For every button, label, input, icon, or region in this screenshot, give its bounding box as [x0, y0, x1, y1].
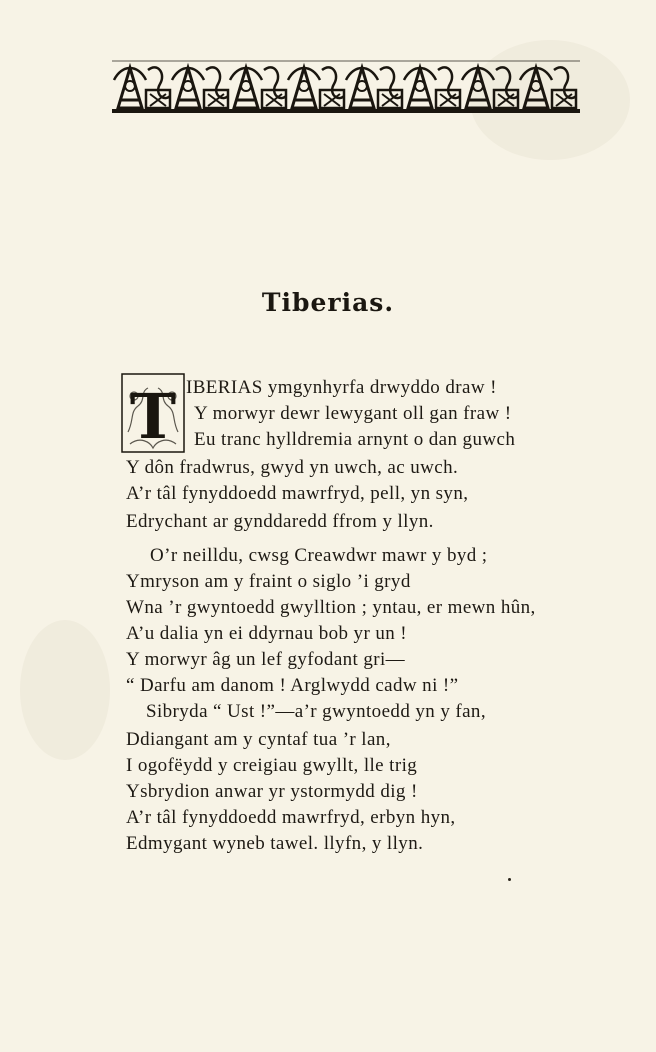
poem-line: A’u dalia yn ei ddyrnau bob yr un !	[126, 623, 407, 644]
poem-line: A’r tâl fynyddoedd mawrfryd, erbyn hyn,	[126, 807, 456, 828]
poem-line: “ Darfu am danom ! Arglwydd cadw ni !”	[126, 675, 459, 696]
poem-line: A’r tâl fynyddoedd mawrfryd, pell, yn syn,	[126, 483, 469, 504]
dropcap-letter: T	[129, 380, 177, 453]
poem-line: Y morwyr dewr lewygant oll gan fraw !	[194, 403, 512, 424]
poem-line: Wna ’r gwyntoedd gwylltion ; yntau, er mewn hûn,	[126, 597, 536, 618]
ornamental-dropcap	[120, 372, 186, 454]
poem-line: O’r neilldu, cwsg Creawdwr mawr y byd ;	[150, 545, 488, 566]
poem-line: Ysbrydion anwar yr ystormydd dig !	[126, 781, 418, 802]
poem-line: Ddiangant am y cyntaf tua ’r lan,	[126, 729, 391, 750]
poem-line: Y morwyr âg un lef gyfodant gri—	[126, 649, 406, 670]
poem-line: Edmygant wyneb tawel. llyfn, y llyn.	[126, 833, 424, 854]
poem-line: IBERIAS ymgynhyrfa drwyddo draw !	[186, 377, 497, 398]
poem-title: Tiberias.	[261, 288, 395, 317]
decorative-header-ornament	[112, 60, 580, 116]
poem-line: I ogofëydd y creigiau gwyllt, lle trig	[126, 755, 418, 776]
poem-line: Y dôn fradwrus, gwyd yn uwch, ac uwch.	[126, 457, 459, 478]
paper-stain	[20, 620, 110, 760]
ink-speck	[508, 878, 511, 881]
poem-line: Ymryson am y fraint o siglo ’i gryd	[126, 571, 411, 592]
poem-line: Sibryda “ Ust !”—a’r gwyntoedd yn y fan,	[146, 701, 486, 722]
poem-line: Eu tranc hylldremia arnynt o dan guwch	[194, 429, 516, 450]
ornament-tile	[114, 67, 170, 108]
poem-line: Edrychant ar gynddaredd ffrom y llyn.	[126, 511, 434, 532]
